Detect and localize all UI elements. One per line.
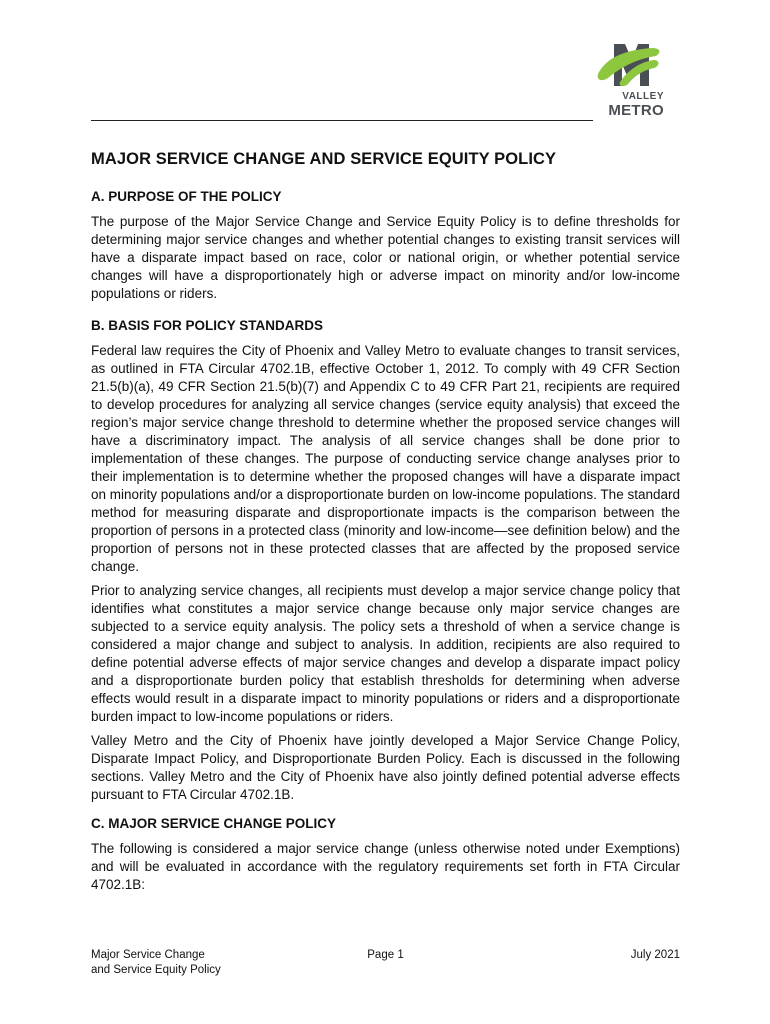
footer-doc-name-line1: Major Service Change <box>91 949 205 961</box>
section-a-heading: A. PURPOSE OF THE POLICY <box>91 189 282 204</box>
document-title: MAJOR SERVICE CHANGE AND SERVICE EQUITY POLICY <box>91 150 557 168</box>
logo-text-valley: VALLEY <box>622 91 664 102</box>
section-b-paragraph-2: Prior to analyzing service changes, all recipients must develop a major service change policy that identifies what constitutes a major service change because only major service changes are subjected to a service equity analysis. The policy sets a threshold of when a service change is considered a major change and subject to analysis. In addition, recipients are also required to define potential adverse effects of major service changes and develop a disparate impact policy and a disproportionate burden policy that establish thresholds for determining when adverse effects would result in a disparate impact to minority populations or riders and a disproportionate burden impact to low-income populations or riders. <box>91 583 680 724</box>
footer-date: July 2021 <box>630 949 680 961</box>
section-b-paragraph-3: Valley Metro and the City of Phoenix have jointly developed a Major Service Change Policy, Disparate Impact Policy, and Disproportionate Burden Policy. Each is discussed in the following sections. Valley Metro and the City of Phoenix have also jointly defined potential adverse effects pursuant to FTA Circular 4702.1B. <box>91 733 680 802</box>
valley-metro-logo <box>594 40 664 122</box>
section-b-heading: B. BASIS FOR POLICY STANDARDS <box>91 318 324 333</box>
page-footer <box>91 948 680 982</box>
section-c-paragraph: The following is considered a major service change (unless otherwise noted under Exemptions) and will be evaluated in accordance with the regulatory requirements set forth in FTA Circular 4702.1B: <box>91 841 680 892</box>
valley-metro-m-icon <box>594 40 664 92</box>
section-c-heading: C. MAJOR SERVICE CHANGE POLICY <box>91 816 337 831</box>
section-b-paragraph-1: Federal law requires the City of Phoenix and Valley Metro to evaluate changes to transit services, as outlined in FTA Circular 4702.1B, effective October 1, 2012. To comply with 49 CFR Section 21.5(b)(a), 49 CFR Section 21.5(b)(7) and Appendix C to 49 CFR Part 21, recipients are required to develop procedures for analyzing all service changes (service equity analysis) that exceed the region’s major service change threshold to determine whether the proposed service changes will have a discriminatory impact. The analysis of all service changes shall be done prior to implementation of these changes. The purpose of conducting service change analyses prior to their implementation is to determine whether the proposed changes will have a disparate impact on minority populations and/or a disproportionate burden on low-income populations. The standard method for measuring disparate and disproportionate impacts is the comparison between the proportion of persons in a protected class (minority and low-income—see definition below) and the proportion of persons not in these protected classes that are affected by the proposed service change. <box>91 343 680 574</box>
logo-text-metro: METRO <box>608 102 664 119</box>
section-a-paragraph: The purpose of the Major Service Change and Service Equity Policy is to define thresholds for determining major service changes and whether potential changes to existing transit services will have a disparate impact based on race, color or national origin, or whether potential service changes will have a disproportionately high or adverse impact on minority and/or low-income populations or riders. <box>91 214 680 301</box>
footer-page-number: Page 1 <box>367 949 404 961</box>
document-body <box>91 148 680 894</box>
footer-doc-name-line2: and Service Equity Policy <box>91 964 221 976</box>
header-rule <box>91 120 593 121</box>
